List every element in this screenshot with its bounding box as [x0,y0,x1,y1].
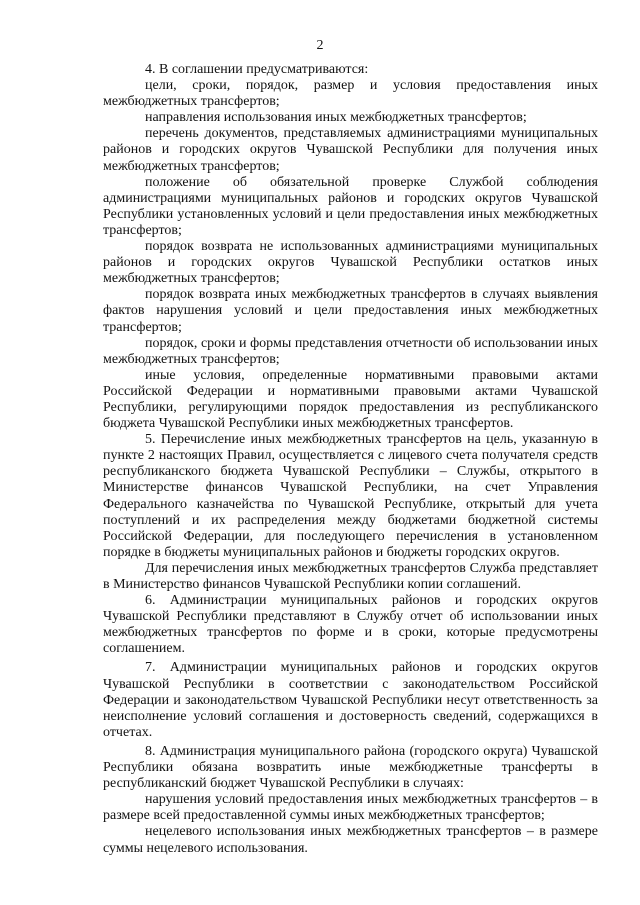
paragraph: порядок, сроки и формы представления отчетности об использовании иных межбюджетных трансфертов; [103,335,598,367]
paragraph: цели, сроки, порядок, размер и условия предоставления иных межбюджетных трансфертов; [103,78,598,110]
paragraph: 7. Администрации муниципальных районов и городских округов Чувашской Республики в соответствии с законодательством Российской Федерации и законодательством Чувашской Республики несут ответственность за неисполнение условий соглашения и достоверность сведений, содержащихся в отчетах. [103,660,598,740]
paragraph: перечень документов, представляемых администрациями муниципальных районов и городских округов Чувашской Республики для получения иных межбюджетных трансфертов; [103,126,598,174]
paragraph: нецелевого использования иных межбюджетных трансфертов – в размере суммы нецелевого использования. [103,824,598,856]
paragraph: 5. Перечисление иных межбюджетных трансфертов на цель, указанную в пункте 2 настоящих Правил, осуществляется с лицевого счета получателя средств республиканского бюджета Чувашской Республики – Службы, открытого в Министерстве финансов Чувашской Республики, на счет Управления Федерального казначейства по Чувашской Республике, открытый для учета поступлений и их распределения между бюджетами бюджетной системы Российской Федерации, для последующего перечисления в установленном порядке в бюджеты муниципальных районов и бюджеты городских округов. [103,432,598,560]
paragraph: порядок возврата не использованных администрациями муниципальных районов и городских округов Чувашской Республики остатков иных межбюджетных трансфертов; [103,239,598,287]
paragraph: Для перечисления иных межбюджетных трансфертов Служба представляет в Министерство финансов Чувашской Республики копии соглашений. [103,560,598,592]
paragraph: порядок возврата иных межбюджетных трансфертов в случаях выявления фактов нарушения условий и цели предоставления иных межбюджетных трансфертов; [103,287,598,335]
paragraph: иные условия, определенные нормативными правовыми актами Российской Федерации и нормативными правовыми актами Чувашской Республики, регулирующими порядок предоставления из республиканского бюджета Чувашской Республики иных межбюджетных трансфертов. [103,367,598,432]
paragraph: положение об обязательной проверке Службой соблюдения администрациями муниципальных районов и городских округов Чувашской Республики установленных условий и цели предоставления иных межбюджетных трансфертов; [103,174,598,238]
paragraph: направления использования иных межбюджетных трансфертов; [145,110,527,126]
paragraph: 4. В соглашении предусматриваются: [145,62,369,77]
paragraph: 8. Администрация муниципального района (городского округа) Чувашской Республики обязана возвратить иные межбюджетные трансферты в республиканский бюджет Чувашской Республики в случаях: [103,743,598,792]
page-number: 2 [316,38,324,53]
paragraph: 6. Администрации муниципальных районов и городских округов Чувашской Республики представляют в Службу отчет об использовании иных межбюджетных трансфертов по форме и в сроки, которые предусмотрены соглашением. [103,593,598,657]
paragraph: нарушения условий предоставления иных межбюджетных трансфертов – в размере всей предоставленной суммы иных межбюджетных трансфертов; [103,792,598,824]
document-body [103,62,598,857]
